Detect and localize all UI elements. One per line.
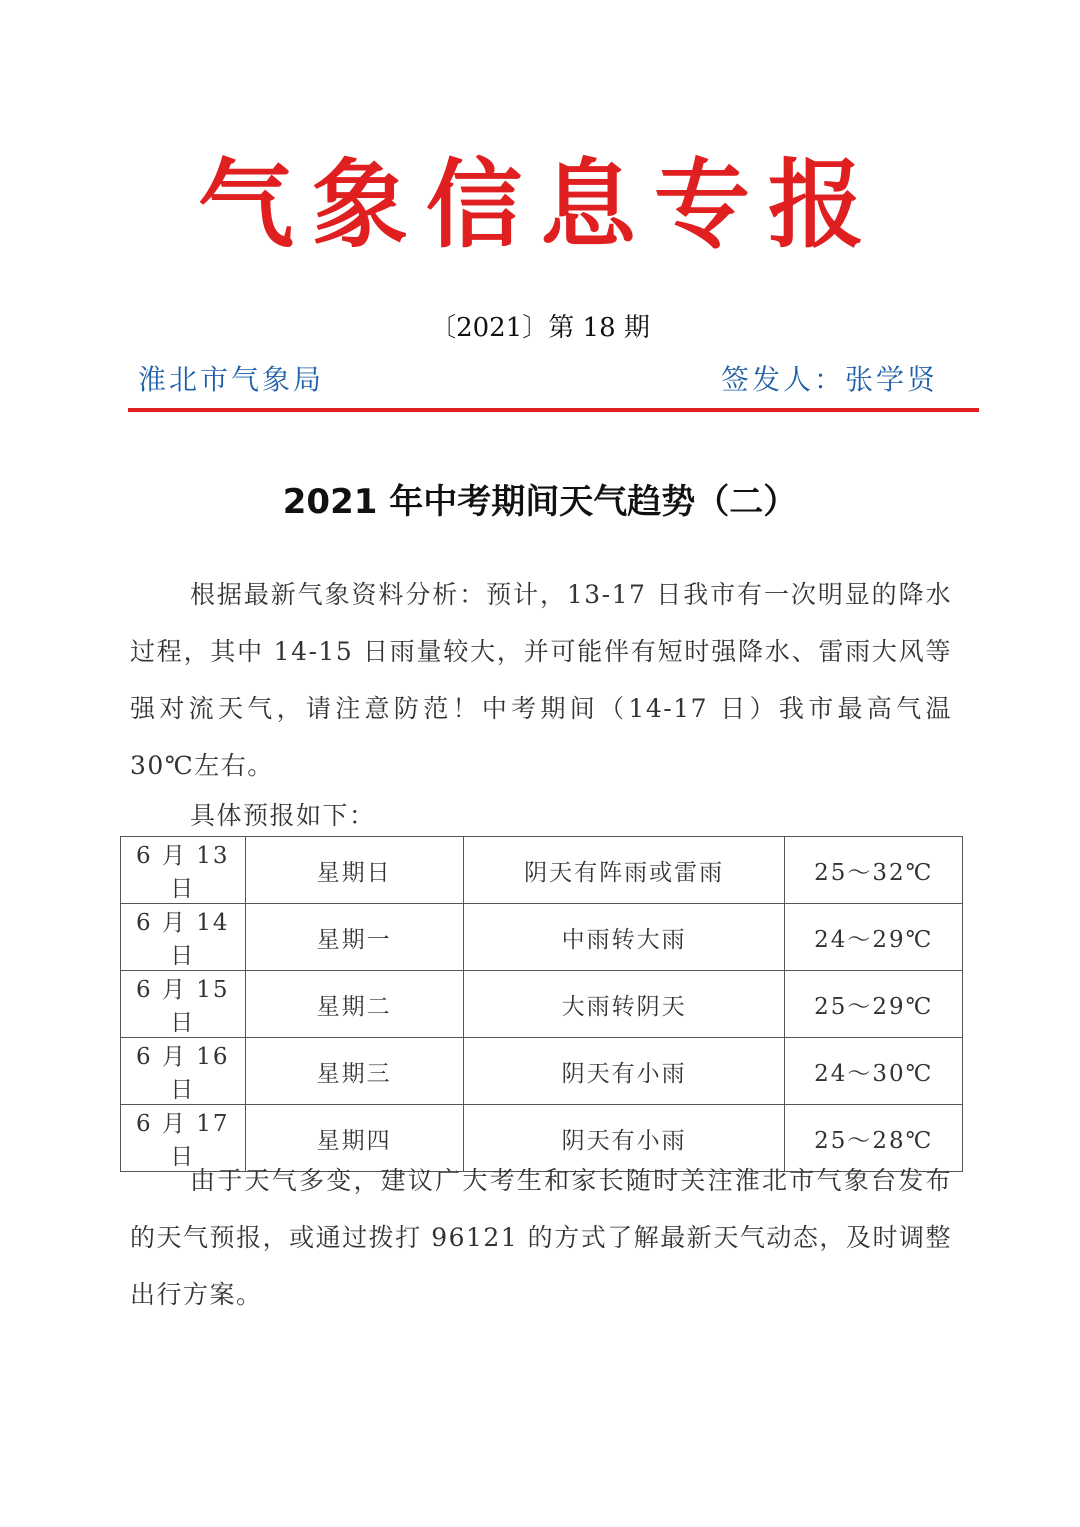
table-row <box>121 904 963 971</box>
forecast-temperature: 24～29℃ <box>785 904 963 971</box>
closing-paragraph: 由于天气多变，建议广大考生和家长随时关注淮北市气象台发布的天气预报，或通过拨打 96121 的方式了解最新天气动态，及时调整出行方案。 <box>130 1166 952 1309</box>
table-row <box>121 971 963 1038</box>
header-divider <box>128 408 979 412</box>
forecast-date: 6 月 16 日 <box>121 1038 246 1105</box>
forecast-weather: 大雨转阴天 <box>463 971 785 1038</box>
table-row <box>121 1038 963 1105</box>
forecast-temperature: 25～29℃ <box>785 971 963 1038</box>
forecast-weekday: 星期日 <box>245 837 463 904</box>
forecast-weekday: 星期四 <box>245 1105 463 1172</box>
forecast-date: 6 月 14 日 <box>121 904 246 971</box>
masthead-title: 气象信息专报 <box>198 148 882 261</box>
article-title: 2021 年中考期间天气趋势（二） <box>282 482 798 522</box>
intro-paragraph: 根据最新气象资料分析：预计，13-17 日我市有一次明显的降水过程，其中 14-15 日雨量较大，并可能伴有短时强降水、雷雨大风等强对流天气，请注意防范！中考期间（14-17 日）我市最高气温 30℃左右。 <box>130 580 952 780</box>
issue-number: 〔2021〕第 18 期 <box>430 313 650 343</box>
forecast-weather: 阴天有小雨 <box>463 1105 785 1172</box>
signer: 签发人：张学贤 <box>720 363 938 396</box>
forecast-weekday: 星期三 <box>245 1038 463 1105</box>
forecast-date: 6 月 17 日 <box>121 1105 246 1172</box>
forecast-date: 6 月 13 日 <box>121 837 246 904</box>
forecast-weather: 阴天有阵雨或雷雨 <box>463 837 785 904</box>
forecast-weekday: 星期一 <box>245 904 463 971</box>
forecast-table <box>120 836 963 1172</box>
forecast-temperature: 25～28℃ <box>785 1105 963 1172</box>
forecast-temperature: 25～32℃ <box>785 837 963 904</box>
forecast-date: 6 月 15 日 <box>121 971 246 1038</box>
table-lead-text: 具体预报如下： <box>190 801 376 830</box>
issuing-agency: 淮北市气象局 <box>138 363 325 396</box>
table-row <box>121 837 963 904</box>
forecast-weather: 中雨转大雨 <box>463 904 785 971</box>
forecast-temperature: 24～30℃ <box>785 1038 963 1105</box>
forecast-weather: 阴天有小雨 <box>463 1038 785 1105</box>
forecast-weekday: 星期二 <box>245 971 463 1038</box>
